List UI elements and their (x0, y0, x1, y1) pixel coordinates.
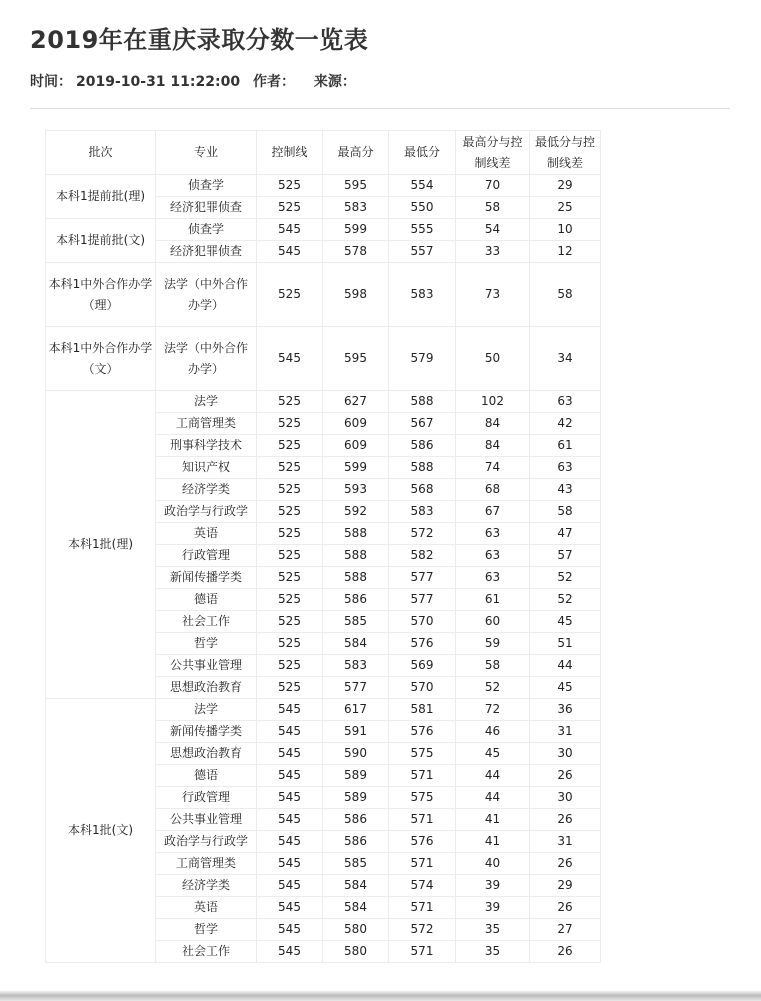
min-score-cell: 554 (389, 175, 456, 197)
min-score-cell: 550 (389, 197, 456, 219)
max-diff-cell: 63 (456, 567, 530, 589)
major-cell: 经济学类 (156, 875, 257, 897)
max-score-cell: 580 (323, 941, 389, 963)
control-line-cell: 545 (257, 241, 323, 263)
min-diff-cell: 30 (530, 787, 601, 809)
author-label: 作者： (252, 74, 295, 90)
max-score-cell: 584 (323, 897, 389, 919)
major-cell: 经济犯罪侦查 (156, 241, 257, 263)
max-diff-cell: 63 (456, 523, 530, 545)
major-cell: 经济学类 (156, 479, 257, 501)
max-score-cell: 585 (323, 853, 389, 875)
source-label: 来源： (313, 74, 356, 90)
header-min-score: 最低分 (389, 131, 456, 175)
min-score-cell: 571 (389, 897, 456, 919)
article-meta (30, 71, 360, 91)
max-score-cell: 588 (323, 567, 389, 589)
min-diff-cell: 43 (530, 479, 601, 501)
min-score-cell: 588 (389, 391, 456, 413)
max-score-cell: 590 (323, 743, 389, 765)
min-diff-cell: 42 (530, 413, 601, 435)
max-diff-cell: 39 (456, 875, 530, 897)
min-diff-cell: 61 (530, 435, 601, 457)
max-score-cell: 591 (323, 721, 389, 743)
control-line-cell: 525 (257, 677, 323, 699)
major-cell: 政治学与行政学 (156, 831, 257, 853)
min-diff-cell: 45 (530, 677, 601, 699)
major-cell: 经济犯罪侦查 (156, 197, 257, 219)
min-diff-cell: 26 (530, 765, 601, 787)
min-diff-cell: 25 (530, 197, 601, 219)
batch-cell: 本科1中外合作办学（理） (46, 263, 156, 327)
min-diff-cell: 58 (530, 501, 601, 523)
min-score-cell: 571 (389, 809, 456, 831)
max-score-cell: 599 (323, 219, 389, 241)
max-score-cell: 586 (323, 831, 389, 853)
major-cell: 法学 (156, 391, 257, 413)
major-cell: 工商管理类 (156, 853, 257, 875)
max-diff-cell: 33 (456, 241, 530, 263)
control-line-cell: 525 (257, 589, 323, 611)
min-diff-cell: 12 (530, 241, 601, 263)
control-line-cell: 525 (257, 655, 323, 677)
table-header-row (46, 131, 601, 175)
min-diff-cell: 63 (530, 457, 601, 479)
min-diff-cell: 31 (530, 831, 601, 853)
page-bottom-shadow (0, 990, 761, 1001)
control-line-cell: 525 (257, 175, 323, 197)
max-diff-cell: 50 (456, 327, 530, 391)
batch-cell: 本科1提前批(文) (46, 219, 156, 263)
min-diff-cell: 26 (530, 853, 601, 875)
min-diff-cell: 44 (530, 655, 601, 677)
major-cell: 政治学与行政学 (156, 501, 257, 523)
table-row (46, 263, 601, 327)
control-line-cell: 545 (257, 875, 323, 897)
major-cell: 英语 (156, 523, 257, 545)
control-line-cell: 525 (257, 457, 323, 479)
major-cell: 思想政治教育 (156, 677, 257, 699)
max-diff-cell: 41 (456, 809, 530, 831)
max-score-cell: 595 (323, 175, 389, 197)
max-diff-cell: 84 (456, 413, 530, 435)
control-line-cell: 545 (257, 327, 323, 391)
max-score-cell: 580 (323, 919, 389, 941)
max-score-cell: 589 (323, 765, 389, 787)
max-score-cell: 593 (323, 479, 389, 501)
control-line-cell: 525 (257, 611, 323, 633)
major-cell: 新闻传播学类 (156, 721, 257, 743)
major-cell: 公共事业管理 (156, 809, 257, 831)
major-cell: 知识产权 (156, 457, 257, 479)
max-diff-cell: 63 (456, 545, 530, 567)
min-score-cell: 572 (389, 523, 456, 545)
major-cell: 哲学 (156, 633, 257, 655)
control-line-cell: 545 (257, 219, 323, 241)
min-diff-cell: 34 (530, 327, 601, 391)
control-line-cell: 525 (257, 263, 323, 327)
min-diff-cell: 26 (530, 809, 601, 831)
header-major: 专业 (156, 131, 257, 175)
min-score-cell: 555 (389, 219, 456, 241)
major-cell: 法学（中外合作办学） (156, 263, 257, 327)
control-line-cell: 525 (257, 523, 323, 545)
min-score-cell: 570 (389, 611, 456, 633)
min-diff-cell: 57 (530, 545, 601, 567)
header-batch: 批次 (46, 131, 156, 175)
batch-cell: 本科1中外合作办学（文） (46, 327, 156, 391)
min-diff-cell: 47 (530, 523, 601, 545)
min-diff-cell: 26 (530, 941, 601, 963)
table-row (46, 175, 601, 197)
max-diff-cell: 54 (456, 219, 530, 241)
min-score-cell: 588 (389, 457, 456, 479)
max-score-cell: 584 (323, 875, 389, 897)
max-diff-cell: 46 (456, 721, 530, 743)
control-line-cell: 525 (257, 633, 323, 655)
control-line-cell: 545 (257, 721, 323, 743)
min-diff-cell: 45 (530, 611, 601, 633)
major-cell: 社会工作 (156, 611, 257, 633)
max-score-cell: 592 (323, 501, 389, 523)
max-score-cell: 586 (323, 809, 389, 831)
min-diff-cell: 10 (530, 219, 601, 241)
header-min-diff: 最低分与控制线差 (530, 131, 601, 175)
control-line-cell: 525 (257, 197, 323, 219)
min-score-cell: 571 (389, 941, 456, 963)
min-score-cell: 583 (389, 501, 456, 523)
max-diff-cell: 40 (456, 853, 530, 875)
max-diff-cell: 41 (456, 831, 530, 853)
max-diff-cell: 58 (456, 655, 530, 677)
min-score-cell: 572 (389, 919, 456, 941)
min-score-cell: 567 (389, 413, 456, 435)
min-score-cell: 571 (389, 853, 456, 875)
control-line-cell: 545 (257, 919, 323, 941)
max-diff-cell: 52 (456, 677, 530, 699)
max-score-cell: 609 (323, 435, 389, 457)
max-score-cell: 586 (323, 589, 389, 611)
major-cell: 德语 (156, 765, 257, 787)
max-score-cell: 585 (323, 611, 389, 633)
control-line-cell: 525 (257, 413, 323, 435)
max-diff-cell: 60 (456, 611, 530, 633)
max-score-cell: 578 (323, 241, 389, 263)
min-score-cell: 570 (389, 677, 456, 699)
max-diff-cell: 39 (456, 897, 530, 919)
max-score-cell: 588 (323, 545, 389, 567)
max-diff-cell: 35 (456, 919, 530, 941)
min-score-cell: 576 (389, 721, 456, 743)
control-line-cell: 525 (257, 567, 323, 589)
min-diff-cell: 29 (530, 875, 601, 897)
control-line-cell: 545 (257, 897, 323, 919)
time-label: 时间： (30, 74, 72, 90)
min-score-cell: 581 (389, 699, 456, 721)
major-cell: 德语 (156, 589, 257, 611)
min-diff-cell: 63 (530, 391, 601, 413)
min-diff-cell: 36 (530, 699, 601, 721)
min-score-cell: 569 (389, 655, 456, 677)
control-line-cell: 545 (257, 831, 323, 853)
min-score-cell: 575 (389, 743, 456, 765)
max-score-cell: 583 (323, 197, 389, 219)
max-diff-cell: 44 (456, 787, 530, 809)
min-score-cell: 586 (389, 435, 456, 457)
max-score-cell: 583 (323, 655, 389, 677)
min-score-cell: 583 (389, 263, 456, 327)
time-value: 2019-10-31 11:22:00 (76, 74, 241, 90)
control-line-cell: 525 (257, 545, 323, 567)
max-diff-cell: 35 (456, 941, 530, 963)
control-line-cell: 525 (257, 391, 323, 413)
max-score-cell: 598 (323, 263, 389, 327)
table-row (46, 391, 601, 413)
major-cell: 新闻传播学类 (156, 567, 257, 589)
max-score-cell: 589 (323, 787, 389, 809)
max-score-cell: 599 (323, 457, 389, 479)
max-diff-cell: 72 (456, 699, 530, 721)
major-cell: 社会工作 (156, 941, 257, 963)
min-diff-cell: 26 (530, 897, 601, 919)
page-title: 2019年在重庆录取分数一览表 (30, 26, 369, 54)
header-max-score: 最高分 (323, 131, 389, 175)
header-control-line: 控制线 (257, 131, 323, 175)
major-cell: 行政管理 (156, 545, 257, 567)
max-score-cell: 627 (323, 391, 389, 413)
max-diff-cell: 102 (456, 391, 530, 413)
min-diff-cell: 27 (530, 919, 601, 941)
max-diff-cell: 45 (456, 743, 530, 765)
major-cell: 行政管理 (156, 787, 257, 809)
max-score-cell: 584 (323, 633, 389, 655)
control-line-cell: 525 (257, 435, 323, 457)
max-diff-cell: 68 (456, 479, 530, 501)
min-diff-cell: 29 (530, 175, 601, 197)
major-cell: 侦查学 (156, 219, 257, 241)
min-score-cell: 574 (389, 875, 456, 897)
major-cell: 刑事科学技术 (156, 435, 257, 457)
max-score-cell: 588 (323, 523, 389, 545)
max-score-cell: 609 (323, 413, 389, 435)
min-diff-cell: 58 (530, 263, 601, 327)
min-score-cell: 582 (389, 545, 456, 567)
max-score-cell: 595 (323, 327, 389, 391)
major-cell: 侦查学 (156, 175, 257, 197)
major-cell: 公共事业管理 (156, 655, 257, 677)
header-max-diff: 最高分与控制线差 (456, 131, 530, 175)
min-score-cell: 571 (389, 765, 456, 787)
max-diff-cell: 84 (456, 435, 530, 457)
max-diff-cell: 74 (456, 457, 530, 479)
min-diff-cell: 30 (530, 743, 601, 765)
min-score-cell: 575 (389, 787, 456, 809)
max-diff-cell: 73 (456, 263, 530, 327)
max-diff-cell: 70 (456, 175, 530, 197)
control-line-cell: 545 (257, 809, 323, 831)
divider (30, 108, 730, 109)
major-cell: 英语 (156, 897, 257, 919)
max-diff-cell: 61 (456, 589, 530, 611)
min-diff-cell: 31 (530, 721, 601, 743)
min-score-cell: 577 (389, 589, 456, 611)
min-score-cell: 568 (389, 479, 456, 501)
max-diff-cell: 58 (456, 197, 530, 219)
control-line-cell: 525 (257, 479, 323, 501)
min-score-cell: 577 (389, 567, 456, 589)
max-diff-cell: 67 (456, 501, 530, 523)
control-line-cell: 545 (257, 787, 323, 809)
table-row (46, 699, 601, 721)
table-row (46, 327, 601, 391)
major-cell: 工商管理类 (156, 413, 257, 435)
control-line-cell: 545 (257, 853, 323, 875)
control-line-cell: 545 (257, 941, 323, 963)
min-score-cell: 576 (389, 831, 456, 853)
min-diff-cell: 52 (530, 589, 601, 611)
major-cell: 法学 (156, 699, 257, 721)
control-line-cell: 545 (257, 699, 323, 721)
table-body (46, 175, 601, 963)
max-diff-cell: 59 (456, 633, 530, 655)
min-score-cell: 557 (389, 241, 456, 263)
batch-cell: 本科1批(文) (46, 699, 156, 963)
major-cell: 哲学 (156, 919, 257, 941)
table-row (46, 219, 601, 241)
control-line-cell: 525 (257, 501, 323, 523)
control-line-cell: 545 (257, 743, 323, 765)
batch-cell: 本科1提前批(理) (46, 175, 156, 219)
min-score-cell: 579 (389, 327, 456, 391)
max-score-cell: 617 (323, 699, 389, 721)
control-line-cell: 545 (257, 765, 323, 787)
batch-cell: 本科1批(理) (46, 391, 156, 699)
max-score-cell: 577 (323, 677, 389, 699)
min-diff-cell: 51 (530, 633, 601, 655)
major-cell: 思想政治教育 (156, 743, 257, 765)
admission-scores-table (45, 130, 601, 963)
min-diff-cell: 52 (530, 567, 601, 589)
max-diff-cell: 44 (456, 765, 530, 787)
min-score-cell: 576 (389, 633, 456, 655)
major-cell: 法学（中外合作办学） (156, 327, 257, 391)
